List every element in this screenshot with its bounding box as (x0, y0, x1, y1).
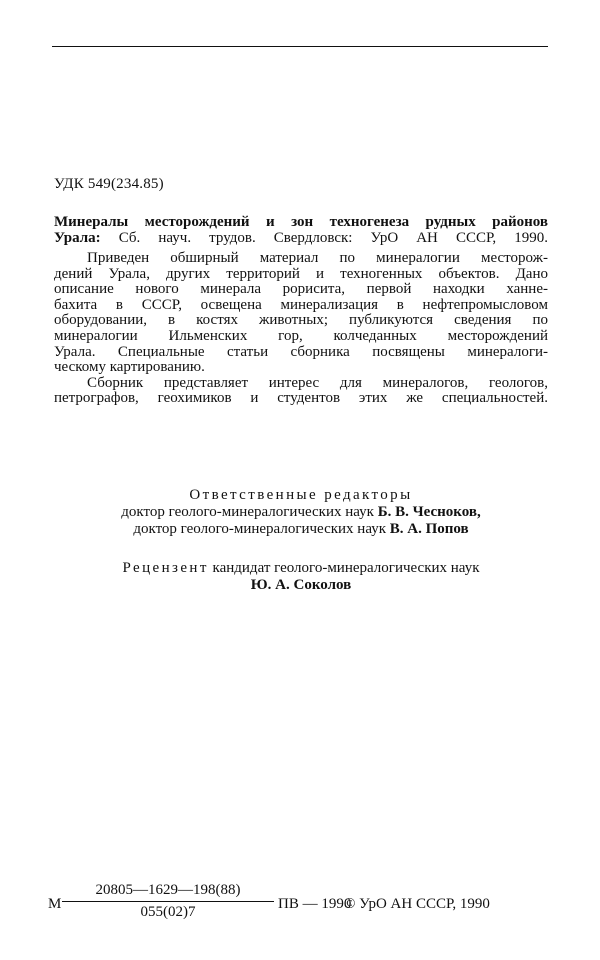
reviewer-line (54, 560, 548, 577)
index-letter: М (48, 896, 62, 912)
abstract-line: Урала. Специальные статьи сборника посвящены минералоги- (54, 343, 548, 360)
abstract-line: петрографов, геохимиков и студентов этих же специальностей. (54, 390, 548, 407)
pv-year: ПВ — 1990 (278, 896, 352, 912)
reviewer-label: Рецензент (122, 560, 209, 576)
abstract-line: Сборник представляет интерес для минералогов, геологов, (87, 374, 548, 391)
title-line-2-bold: Урала: (54, 229, 101, 246)
abstract-line: Приведен обширный материал по минералогии месторож- (87, 250, 548, 266)
copyright-notice: © УрО АН СССР, 1990 (344, 896, 490, 912)
abstract (54, 251, 548, 407)
abstract-line: описание нового минерала рорисита, первой находки ханне- (54, 281, 548, 298)
editor-2 (54, 521, 548, 538)
index-numerator: 20805—1629—198(88) (62, 882, 274, 902)
reviewer-degree: кандидат геолого-минералогических наук (212, 560, 480, 576)
abstract-line: бахита в СССР, освещена минерализация в нефтепромысловом (54, 296, 548, 313)
responsible-editors (54, 487, 548, 538)
editor-2-name: В. А. Попов (389, 521, 469, 537)
editors-heading: Ответственные редакторы (189, 487, 413, 503)
top-rule (52, 46, 548, 47)
reviewer-name: Ю. А. Соколов (250, 577, 352, 593)
editor-1-degree: доктор геолого-минералогических наук (121, 504, 374, 520)
index-denominator: 055(02)7 (140, 904, 196, 920)
abstract-line: оборудовании, в костях животных; публикуются сведения по (54, 312, 548, 329)
bibliographic-title (54, 215, 548, 246)
reviewer (54, 560, 548, 594)
abstract-line: ческому картированию. (54, 359, 205, 376)
abstract-line: дений Урала, других территорий и техногенных объектов. Дано (54, 265, 548, 282)
editor-2-degree: доктор геолого-минералогических наук (133, 521, 387, 537)
imprint-footer (48, 882, 548, 932)
title-line-2 (54, 231, 548, 247)
title-line-1: Минералы месторождений и зон техногенеза рудных районов (54, 214, 548, 230)
editor-1 (54, 504, 548, 521)
abstract-line: минералогии Ильменских гор, колчеданных месторождений (54, 327, 548, 344)
title-line-2-rest: Сб. науч. трудов. Свердловск: УрО АН СССР, 1990. (100, 229, 548, 246)
editor-1-name: Б. В. Чесноков, (377, 504, 481, 520)
udk-code: УДК 549(234.85) (54, 176, 164, 192)
index-fraction (62, 882, 274, 921)
